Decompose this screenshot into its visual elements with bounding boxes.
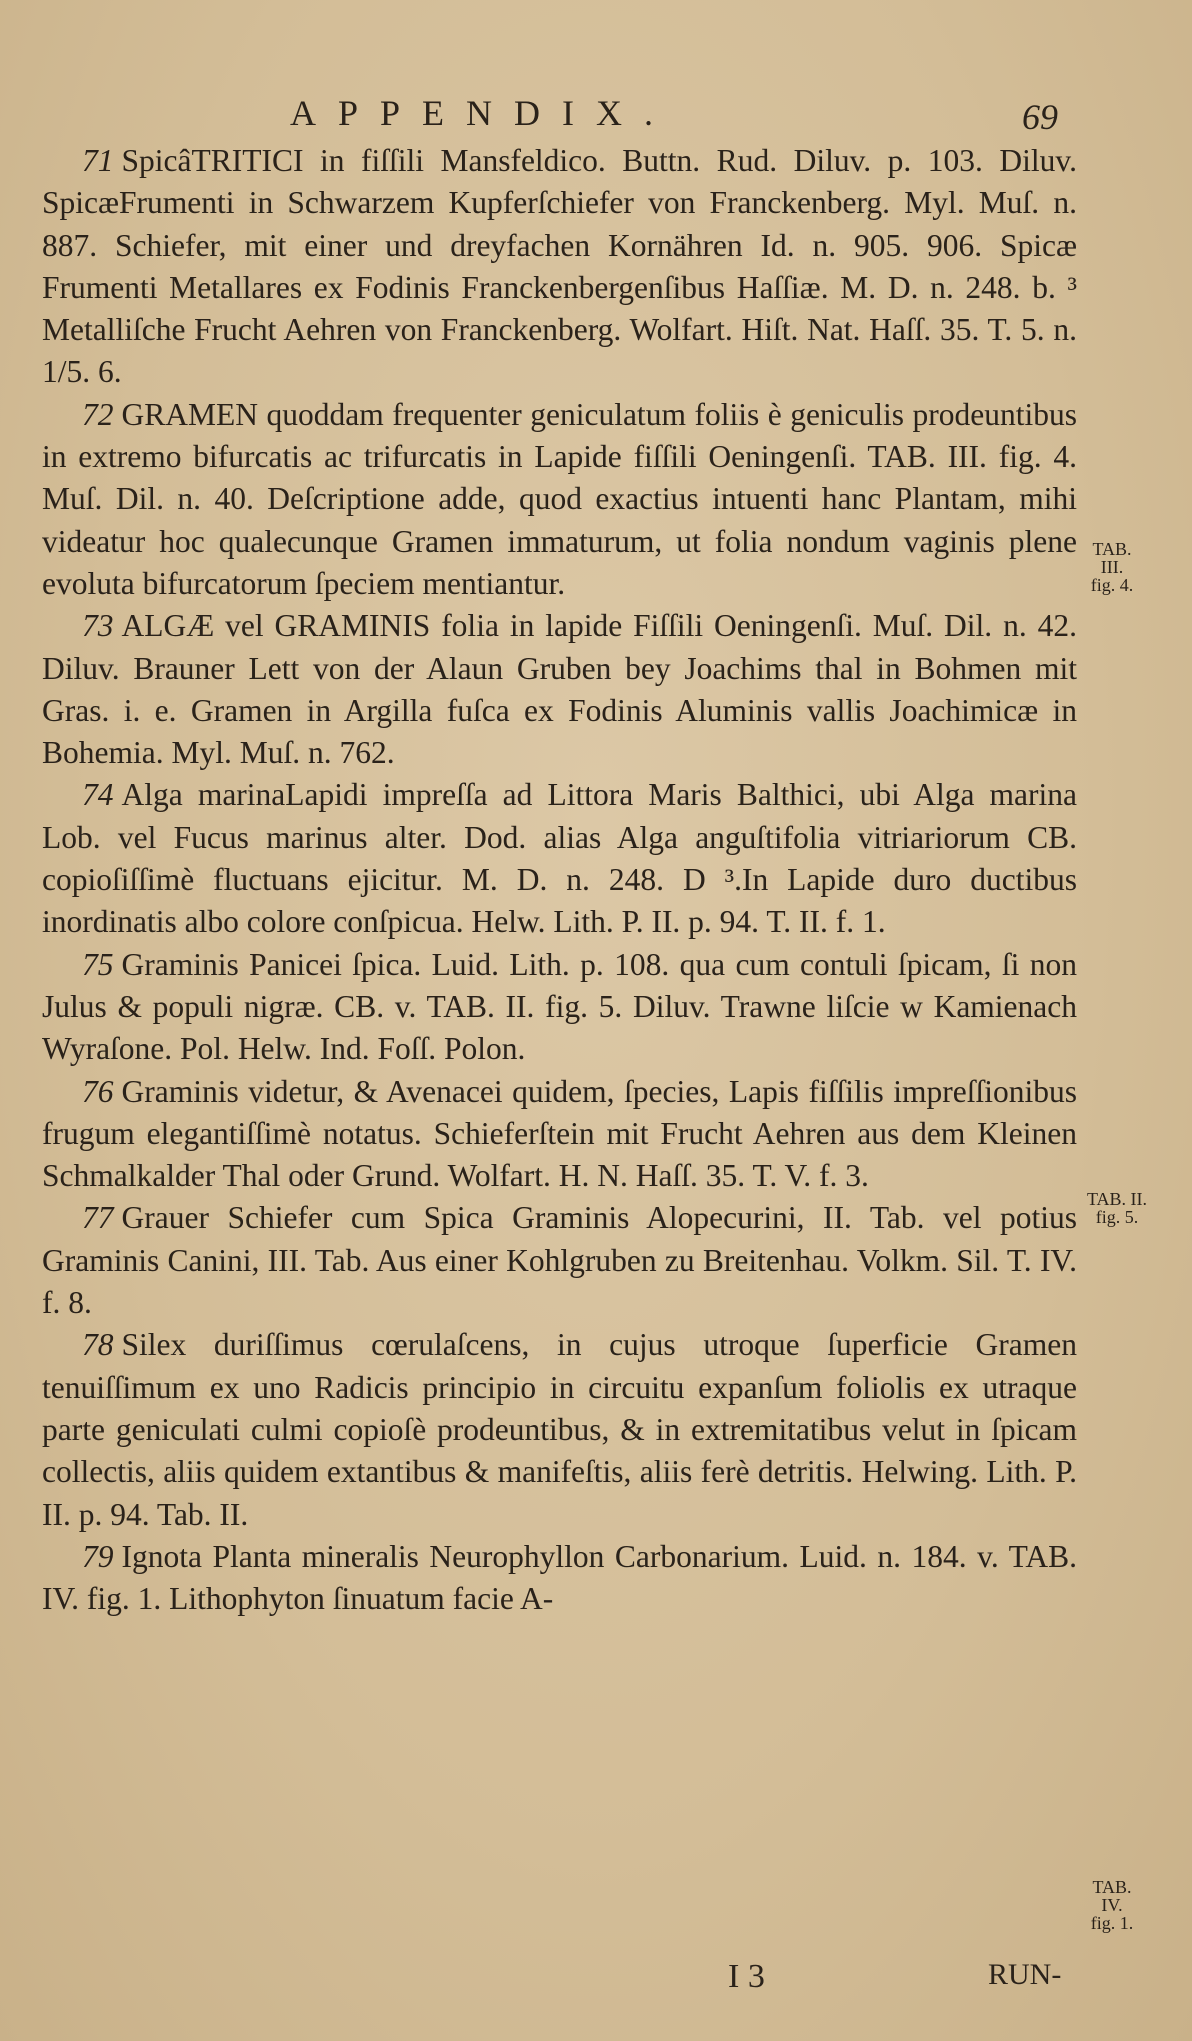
entry-text: Grauer Schiefer cum Spica Graminis Alopecurini, II. Tab. vel potius Graminis Canini, III. Tab. Aus einer Kohlgruben zu Breitenhau. Volkm. Sil. T. IV. f. 8. [42, 1200, 1077, 1321]
entry-text: ALGÆ vel GRAMINIS folia in lapide Fiſſili Oeningenſi. Muſ. Dil. n. 42. Diluv. Brauner Lett von der Alaun Gruben bey Joachims thal in Bohmen mit Gras. i. e. Gramen in Argilla fuſca ex Fodinis Aluminis vallis Joachimicæ in Bohemia. Myl. Muſ. n. 762. [42, 608, 1077, 771]
entry-74 [42, 774, 1077, 943]
entry-77 [42, 1197, 1077, 1324]
entry-number: 75 [82, 946, 114, 982]
margin-note-line: fig. 1. [1090, 1913, 1134, 1933]
margin-note-tab-ii [1082, 1190, 1152, 1226]
margin-note-line: TAB. II. [1086, 1189, 1148, 1209]
entry-72 [42, 394, 1077, 605]
margin-note-line: III. [1100, 557, 1124, 577]
entry-number: 79 [82, 1538, 114, 1574]
entry-text: SpicâTRITICI in fiſſili Mansfeldico. Buttn. Rud. Diluv. p. 103. Diluv. SpicæFrumenti in Schwarzem Kupferſchiefer von Franckenberg. Myl. Muſ. n. 887. Schiefer, mit einer und dreyfachen Kornähren Id. n. 905. 906. Spicæ Frumenti Metallares ex Fodinis Franckenbergenſibus Haſſiæ. M. D. n. 248. b. ³ Metalliſche Frucht Aehren von Franckenberg. Wolfart. Hiſt. Nat. Haſſ. 35. T. 5. n. 1/5. 6. [42, 143, 1077, 390]
entry-text: GRAMEN quoddam frequenter geniculatum foliis è geniculis prodeuntibus in extremo bifurcatis ac trifurcatis in Lapide fiſſili Oeningenſi. TAB. III. fig. 4. Muſ. Dil. n. 40. Deſcriptione adde, quod exactius intuenti hanc Plantam, mihi videatur hoc qualecunque Gramen immaturum, ut folia nondum vaginis plene evoluta bifurcatorum ſpeciem mentiantur. [42, 396, 1077, 601]
margin-note-line: fig. 5. [1095, 1207, 1139, 1227]
entry-text: Silex duriſſimus cœrulaſcens, in cujus utroque ſuperficie Gramen tenuiſſimum ex uno Radicis principio in circuitu expanſum foliolis ex utraque parte geniculati culmi copioſè prodeuntibus, & in extremitatibus velut in ſpicam collectis, aliis quidem extantibus & manifeſtis, aliis ferè detritis. Helwing. Lith. P. II. p. 94. Tab. II. [42, 1327, 1077, 1532]
entry-number: 78 [82, 1327, 114, 1363]
margin-note-line: TAB. [1092, 539, 1132, 559]
entry-number: 74 [82, 777, 114, 813]
margin-note-line: TAB. [1092, 1877, 1132, 1897]
margin-note-line: IV. [1101, 1895, 1123, 1915]
entry-text: Ignota Planta mineralis Neurophyllon Carbonarium. Luid. n. 184. v. TAB. IV. fig. 1. Lithophyton ſinuatum facie A- [42, 1538, 1077, 1617]
entry-number: 71 [82, 143, 114, 178]
page-number: 69 [1022, 97, 1058, 137]
entry-number: 77 [82, 1200, 114, 1236]
entry-text: Graminis videtur, & Avenacei quidem, ſpecies, Lapis fiſſilis impreſſionibus frugum elegantiſſimè notatus. Schieferſtein mit Frucht Aehren aus dem Kleinen Schmalkalder Thal oder Grund. Wolfart. H. N. Haſſ. 35. T. V. f. 3. [42, 1073, 1077, 1194]
entry-79 [42, 1536, 1077, 1621]
entry-73 [42, 605, 1077, 774]
entry-text: Graminis Panicei ſpica. Luid. Lith. p. 108. qua cum contuli ſpicam, ſi non Julus & populi nigræ. CB. v. TAB. II. fig. 5. Diluv. Trawne liſcie w Kamienach Wyraſone. Pol. Helw. Ind. Foſſ. Polon. [42, 946, 1077, 1067]
signature-mark: I 3 [728, 1958, 765, 1995]
margin-note-line: fig. 4. [1090, 575, 1134, 595]
running-header: APPENDIX. [290, 93, 676, 133]
entry-number: 72 [82, 396, 114, 432]
entry-76 [42, 1071, 1077, 1198]
catchword: RUN- [988, 1958, 1062, 1991]
entry-number: 76 [82, 1073, 114, 1109]
entry-number: 73 [82, 608, 114, 644]
entry-75 [42, 944, 1077, 1071]
margin-note-tab-iv [1082, 1878, 1142, 1932]
page-body [42, 140, 1077, 1620]
entry-71 [42, 140, 1077, 394]
entry-text: Alga marinaLapidi impreſſa ad Littora Maris Balthici, ubi Alga marina Lob. vel Fucus marinus alter. Dod. alias Alga anguſtifolia vitriariorum CB. copioſiſſimè fluctuans ejicitur. M. D. n. 248. D ³.In Lapide duro ductibus inordinatis albo colore conſpicua. Helw. Lith. P. II. p. 94. T. II. f. 1. [42, 777, 1077, 940]
entry-78 [42, 1324, 1077, 1535]
margin-note-tab-iii [1082, 540, 1142, 594]
